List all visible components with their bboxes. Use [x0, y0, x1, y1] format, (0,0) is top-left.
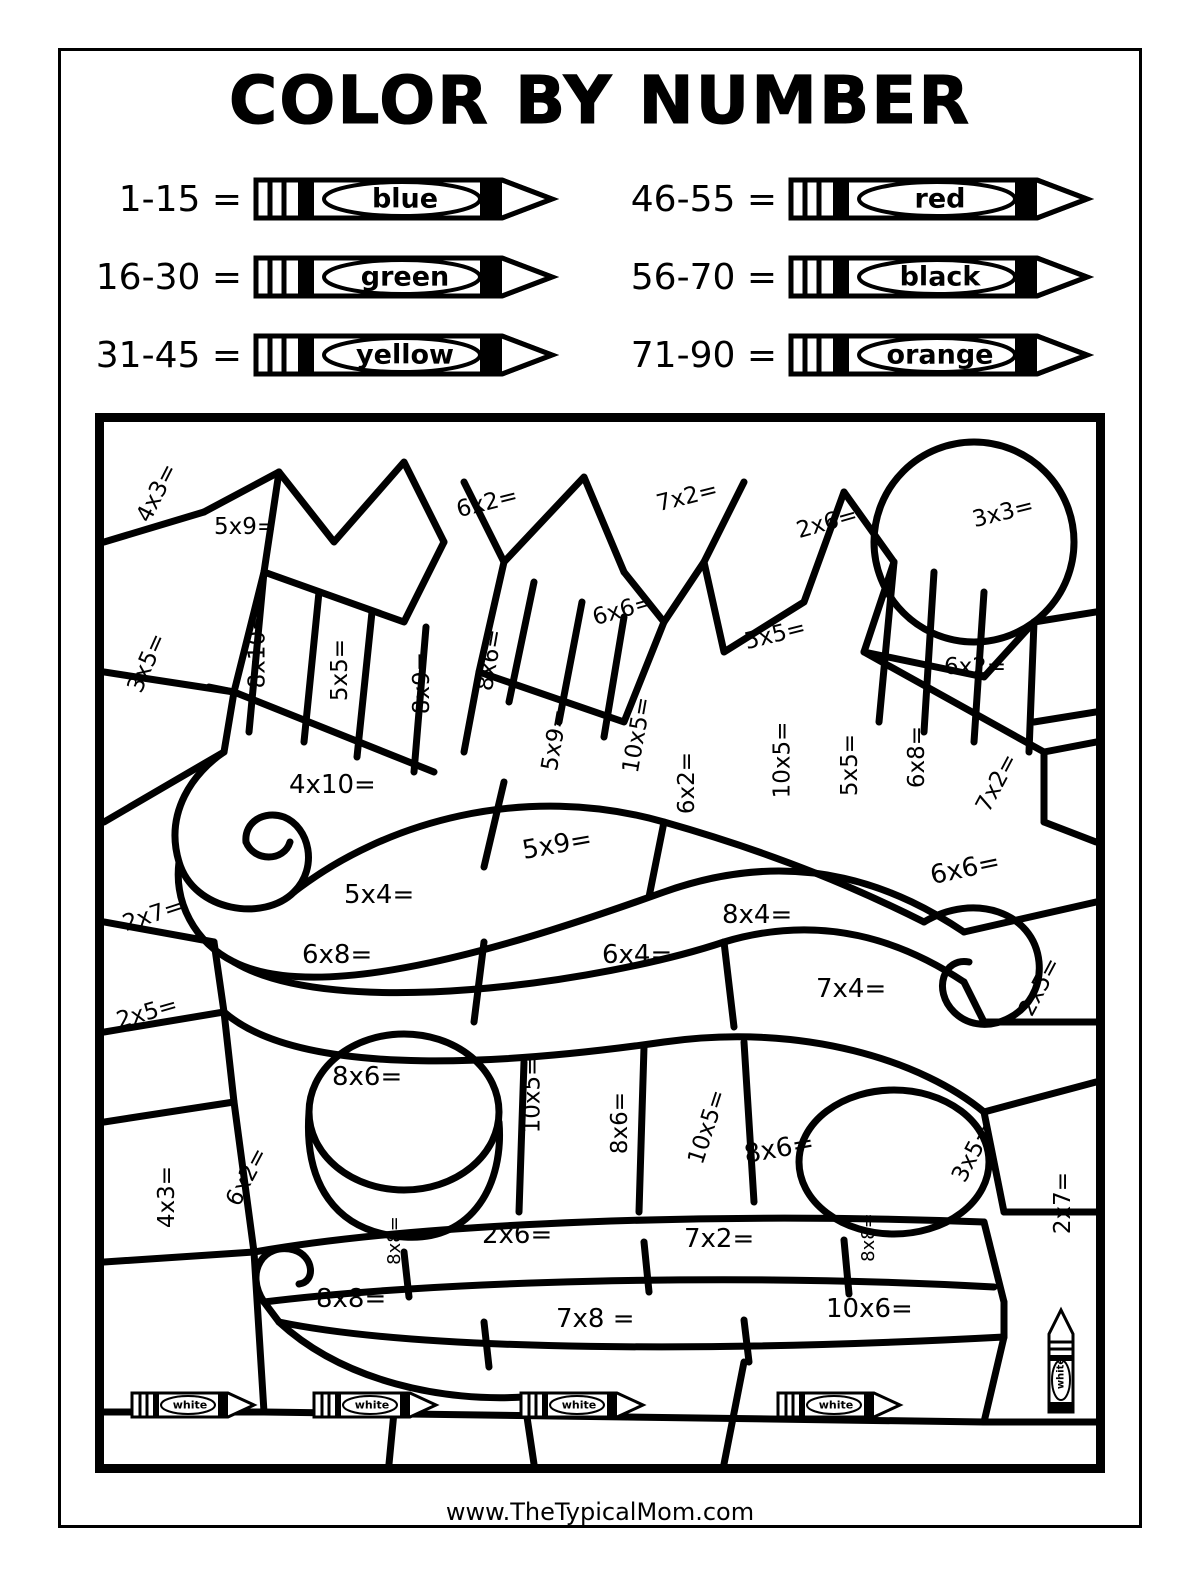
- puzzle-cell: 8x6=: [607, 1091, 634, 1155]
- legend-row: [82, 160, 602, 238]
- legend-row: [617, 238, 1137, 316]
- legend-range: 56-70 =: [630, 256, 777, 298]
- crayon-color-label: blue: [371, 183, 439, 215]
- puzzle-cell: 2x6=: [482, 1220, 553, 1250]
- puzzle-cell: 10x6=: [826, 1294, 913, 1324]
- puzzle-cell: 6x8=: [904, 725, 931, 789]
- legend-range: 1-15 =: [118, 178, 242, 220]
- puzzle-cell: 5x5=: [741, 614, 809, 656]
- crayon-color-label: yellow: [356, 339, 454, 371]
- crayon-color-label: white: [818, 1398, 854, 1412]
- color-legend: [72, 160, 1132, 400]
- crayon-color-label: orange: [886, 339, 994, 371]
- puzzle-cell: 3x3=: [969, 492, 1037, 534]
- puzzle-cell: 6x2=: [453, 482, 521, 524]
- puzzle-cell: 5x5=: [837, 733, 864, 797]
- puzzle-cell: 3x5=: [122, 629, 172, 697]
- crayon-icon: [252, 326, 572, 384]
- puzzle-cell: 5x5=: [327, 638, 354, 702]
- puzzle-cell: 10x5=: [683, 1086, 732, 1168]
- puzzle-cell: 2x5=: [113, 991, 181, 1035]
- puzzle-cell: 10x5=: [519, 1056, 546, 1134]
- legend-range: 16-30 =: [95, 256, 242, 298]
- legend-row: [82, 238, 602, 316]
- puzzle-cell: 2x5=: [1014, 953, 1067, 1021]
- puzzle-cell: 8x6=: [332, 1062, 403, 1092]
- puzzle-cell: 6x2=: [221, 1143, 274, 1211]
- crayon-color-label: black: [899, 261, 981, 293]
- puzzle-cell: 8x8=: [316, 1284, 387, 1314]
- puzzle-cell: 8x4=: [722, 900, 793, 930]
- puzzle-cell: 8x8=: [383, 1216, 405, 1265]
- puzzle-cell: 6x8=: [302, 940, 373, 970]
- puzzle-cell: 2x6=: [793, 501, 861, 545]
- crayon-icon: [519, 1388, 649, 1422]
- puzzle-cell: 7x2=: [684, 1224, 755, 1254]
- puzzle-cell: 6x4=: [602, 940, 673, 970]
- crayon-color-label: red: [914, 183, 966, 215]
- legend-row: [82, 316, 602, 394]
- crayon-icon: [252, 248, 572, 306]
- color-by-number-puzzle: [95, 413, 1105, 1473]
- legend-range: 46-55 =: [630, 178, 777, 220]
- puzzle-cell: 4x10=: [289, 770, 376, 800]
- puzzle-cell: 8x6=: [471, 627, 509, 693]
- puzzle-cell: 10x5=: [617, 694, 657, 776]
- legend-column-right: [617, 160, 1137, 394]
- puzzle-cell: 3x5=: [947, 1119, 1000, 1187]
- crayon-color-label: white: [561, 1398, 597, 1412]
- crayon-color-label: white: [1055, 1357, 1067, 1390]
- footer-url: www.TheTypicalMom.com: [445, 1498, 755, 1526]
- crayon-color-label: white: [172, 1398, 208, 1412]
- puzzle-cell: 5x4=: [344, 880, 415, 910]
- puzzle-cell: 2x7=: [1050, 1171, 1077, 1235]
- crayon-icon: [252, 170, 572, 228]
- puzzle-cell: 8x9=: [409, 651, 436, 715]
- legend-column-left: [82, 160, 602, 394]
- legend-range: 71-90 =: [630, 334, 777, 376]
- crayon-icon: [312, 1388, 442, 1422]
- crayon-icon: [787, 326, 1107, 384]
- legend-row: [617, 316, 1137, 394]
- puzzle-cell: 6x2=: [944, 654, 1007, 680]
- crayon-icon: [787, 248, 1107, 306]
- puzzle-cell: 7x2=: [971, 749, 1024, 817]
- puzzle-cell: 7x8 =: [556, 1304, 635, 1334]
- puzzle-cell: 5x9=: [536, 707, 574, 773]
- puzzle-cell: 8x8=: [857, 1213, 879, 1262]
- puzzle-cell: 5x9=: [214, 514, 277, 540]
- puzzle-cell: 6x6=: [589, 588, 657, 632]
- legend-range: 31-45 =: [95, 334, 242, 376]
- puzzle-cell: 4x3=: [154, 1165, 181, 1229]
- puzzle-cell: 8x6=: [741, 1128, 817, 1170]
- crayon-icon: [776, 1388, 906, 1422]
- page-title: COLOR BY NUMBER: [228, 62, 972, 139]
- puzzle-cell: 7x4=: [816, 974, 887, 1004]
- puzzle-cell: 6x6=: [927, 847, 1003, 891]
- puzzle-cell: 2x7=: [119, 893, 187, 937]
- legend-row: [617, 160, 1137, 238]
- puzzle-cell: 4x3=: [131, 459, 183, 527]
- crayon-color-label: green: [360, 261, 450, 293]
- puzzle-cell: 6x2=: [674, 751, 701, 815]
- crayon-icon: [1044, 1306, 1078, 1416]
- puzzle-cell: 5x9=: [519, 824, 595, 866]
- puzzle-cell: 8x10=: [244, 611, 271, 689]
- crayon-icon: [130, 1388, 260, 1422]
- crayon-color-label: white: [354, 1398, 390, 1412]
- puzzle-cell: 10x5=: [769, 721, 796, 799]
- puzzle-cell: 7x2=: [653, 476, 721, 518]
- crayon-icon: [787, 170, 1107, 228]
